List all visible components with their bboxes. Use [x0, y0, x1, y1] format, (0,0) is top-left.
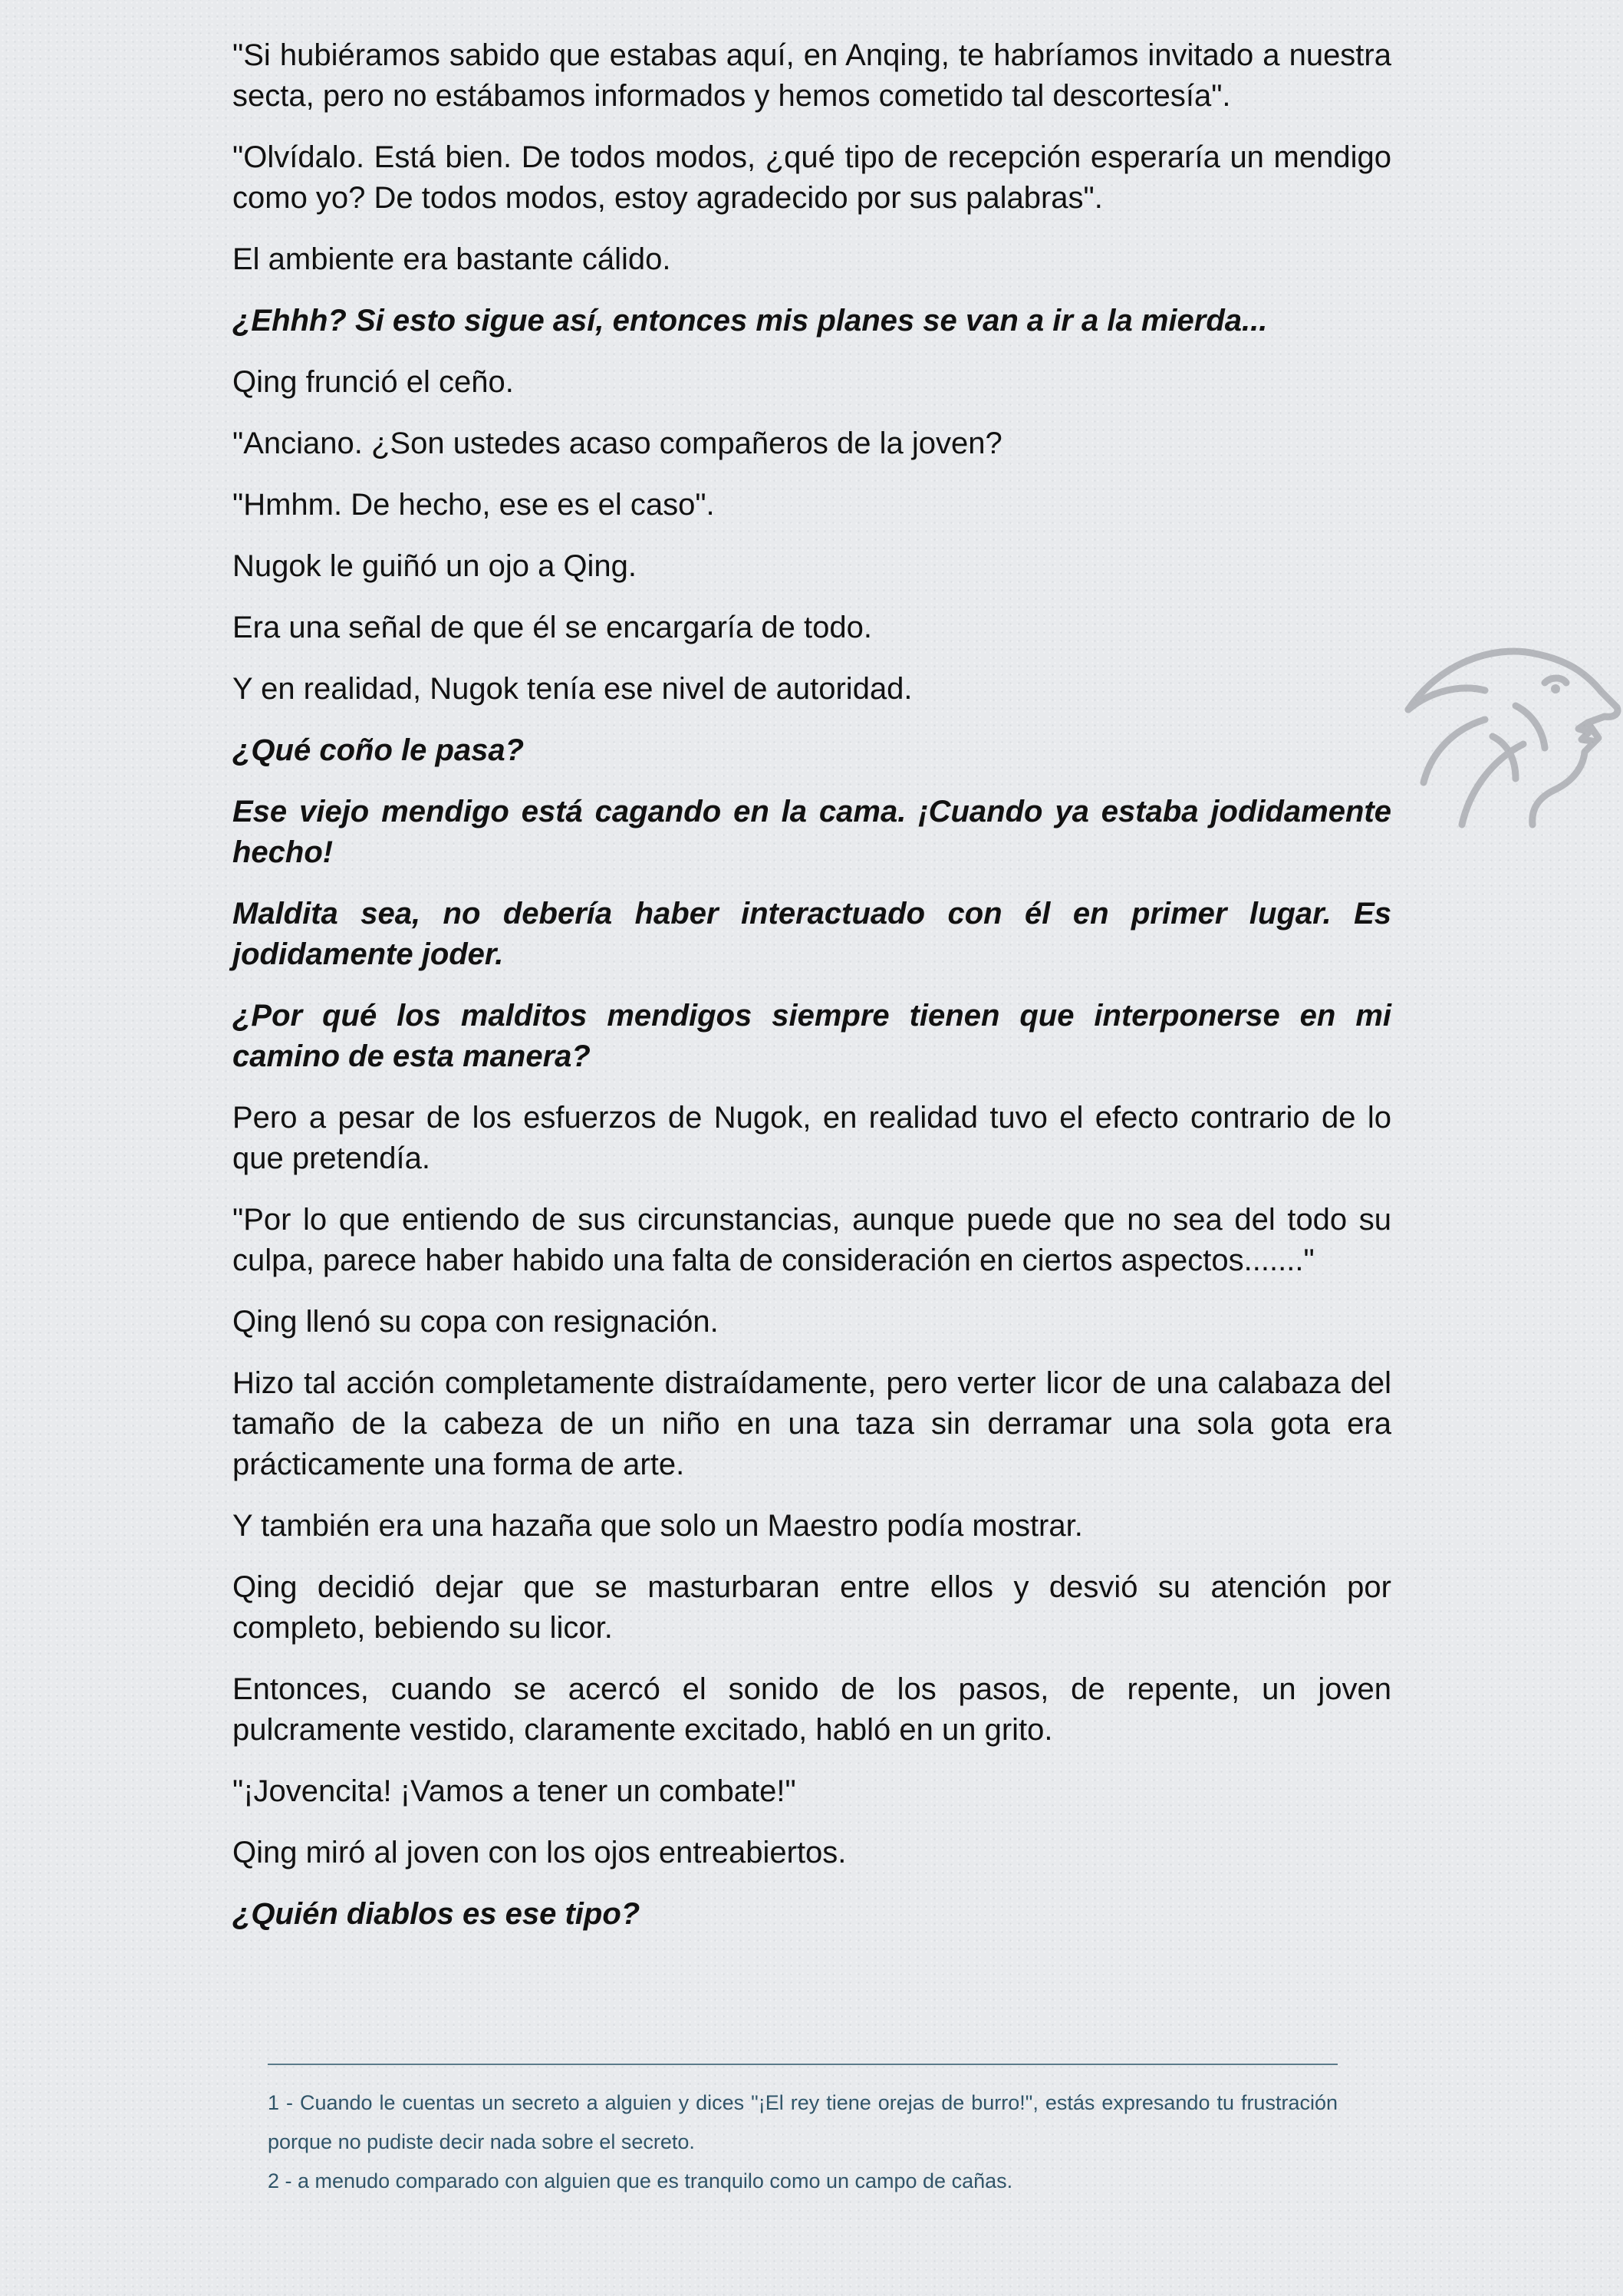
thought-paragraph: ¿Por qué los malditos mendigos siempre tienen que interponerse en mi camino de esta manera? — [232, 999, 1391, 1073]
paragraph: Nugok le guiñó un ojo a Qing. — [232, 549, 637, 583]
paragraph: "Si hubiéramos sabido que estabas aquí, en Anqing, te habríamos invitado a nuestra secta, pero no estábamos informados y hemos cometido tal descortesía". — [232, 38, 1391, 113]
paragraph: Entonces, cuando se acercó el sonido de los pasos, de repente, un joven pulcramente vestido, claramente excitado, habló en un grito. — [232, 1672, 1391, 1747]
paragraph: "Por lo que entiendo de sus circunstancias, aunque puede que no sea del todo su culpa, parece haber habido una falta de consideración en ciertos aspectos......." — [232, 1203, 1391, 1277]
paragraph: Qing miró al joven con los ojos entreabiertos. — [232, 1836, 847, 1869]
footnote-2: 2 - a menudo comparado con alguien que es tranquilo como un campo de cañas. — [268, 2169, 1013, 2192]
paragraph: "Anciano. ¿Son ustedes acaso compañeros de la joven? — [232, 427, 1002, 460]
paragraph: Qing decidió dejar que se masturbaran entre ellos y desvió su atención por completo, bebiendo su licor. — [232, 1570, 1391, 1645]
thought-paragraph: ¿Qué coño le pasa? — [232, 733, 525, 767]
paragraph: Y también era una hazaña que solo un Maestro podía mostrar. — [232, 1509, 1083, 1543]
thought-paragraph: ¿Ehhh? Si esto sigue así, entonces mis planes se van a ir a la mierda... — [232, 304, 1268, 338]
thought-paragraph: Maldita sea, no debería haber interactuado con él en primer lugar. Es jodidamente joder. — [232, 897, 1391, 971]
thought-paragraph: ¿Quién diablos es ese tipo? — [232, 1897, 640, 1931]
dinosaur-head-icon — [1401, 637, 1623, 828]
paragraph: Pero a pesar de los esfuerzos de Nugok, en realidad tuvo el efecto contrario de lo que pretendía. — [232, 1101, 1391, 1175]
paragraph: Hizo tal acción completamente distraídamente, pero verter licor de una calabaza del tamaño de la cabeza de un niño en una taza sin derramar una sola gota era prácticamente una forma de arte. — [232, 1366, 1391, 1481]
chapter-body — [232, 35, 1391, 1955]
paragraph: "Olvídalo. Está bien. De todos modos, ¿qué tipo de recepción esperaría un mendigo como yo? De todos modos, estoy agradecido por sus palabras". — [232, 140, 1391, 215]
footnote-1: 1 - Cuando le cuentas un secreto a alguien y dices "¡El rey tiene orejas de burro!", estás expresando tu frustración porque no pudiste decir nada sobre el secreto. — [268, 2091, 1338, 2153]
paragraph: El ambiente era bastante cálido. — [232, 242, 671, 276]
paragraph: "Hmhm. De hecho, ese es el caso". — [232, 488, 715, 522]
paragraph: Y en realidad, Nugok tenía ese nivel de autoridad. — [232, 672, 913, 706]
paragraph: Qing llenó su copa con resignación. — [232, 1305, 719, 1339]
paragraph: Qing frunció el ceño. — [232, 365, 514, 399]
footnotes — [268, 2064, 1338, 2201]
paragraph: "¡Jovencita! ¡Vamos a tener un combate!" — [232, 1774, 796, 1808]
paragraph: Era una señal de que él se encargaría de todo. — [232, 611, 872, 644]
thought-paragraph: Ese viejo mendigo está cagando en la cama. ¡Cuando ya estaba jodidamente hecho! — [232, 795, 1391, 869]
